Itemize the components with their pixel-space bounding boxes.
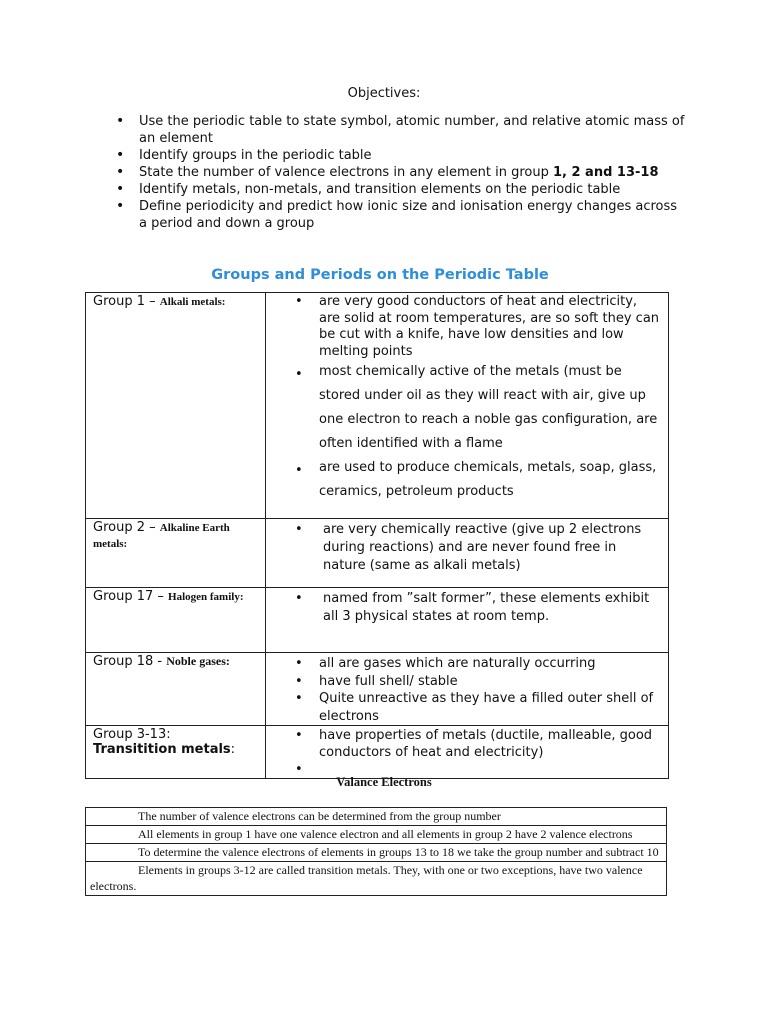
group-name-cell (86, 653, 266, 726)
valence-cell (86, 808, 667, 826)
group-label: Group 1 – (93, 294, 160, 309)
table-row (86, 653, 669, 726)
objectives-list (115, 113, 685, 232)
group-label: Group 17 – (93, 589, 169, 604)
group-name-cell (86, 726, 266, 779)
group-properties-cell (266, 653, 669, 726)
valence-cell (86, 844, 667, 862)
section-title: Groups and Periods on the Periodic Table (211, 267, 549, 283)
group-properties-cell (266, 726, 669, 779)
property-item: • have properties of metals (ductile, malleable, good conductors of heat and electricity) (266, 727, 662, 761)
group-name-cell (86, 293, 266, 519)
objective-item (115, 164, 685, 181)
objective-item: • Define periodicity and predict how ionic size and ionisation energy changes across a period and down a group (115, 198, 685, 232)
group-label: Group 18 - (93, 654, 167, 669)
objectives-title: Objectives: (347, 86, 421, 101)
group-properties-cell (266, 293, 669, 519)
valence-text: To determine the valence electrons of elements in groups 13 to 18 we take the group number and subtract 10 (138, 845, 659, 859)
valence-table (85, 807, 667, 896)
group-name: Noble gases: (166, 654, 230, 668)
groups-table (85, 292, 669, 779)
group-name: Alkaline Earth metals: (93, 522, 230, 550)
table-row (86, 519, 669, 588)
group-label: Group 3-13: (93, 727, 171, 742)
objective-item: • Identify groups in the periodic table (115, 147, 685, 164)
group-label: Group 2 – (93, 520, 160, 535)
valence-cell (86, 862, 667, 896)
property-item: • Quite unreactive as they have a filled outer shell of electrons (266, 690, 662, 725)
valence-cell (86, 826, 667, 844)
valence-text: The number of valence electrons can be determined from the group number (138, 809, 501, 823)
table-row (86, 826, 667, 844)
property-item: • are used to produce chemicals, metals, soap, glass, ceramics, petroleum products (266, 456, 662, 504)
objective-item: • Identify metals, non-metals, and transition elements on the periodic table (115, 181, 685, 198)
group-name-suffix: : (230, 742, 236, 757)
valence-text: Elements in groups 3-12 are called transition metals. They, with one or two exceptions, have two valence electrons. (90, 863, 643, 893)
property-item: • are very good conductors of heat and electricity, are solid at room temperatures, are so soft they can be cut with a knife, have low densities and low melting points (266, 294, 662, 360)
table-row (86, 293, 669, 519)
valence-text: All elements in group 1 have one valence electron and all elements in group 2 have 2 valence electrons (138, 827, 633, 841)
property-item: • have full shell/ stable (266, 673, 662, 691)
group-name: Alkali metals: (159, 296, 226, 308)
valence-title: Valance Electrons (336, 775, 432, 789)
table-row (86, 726, 669, 779)
property-item: • named from ”salt former”, these elements exhibit all 3 physical states at room temp. (266, 590, 662, 626)
table-row (86, 862, 667, 896)
group-name: Transitition metals (93, 742, 231, 757)
group-name-cell (86, 519, 266, 588)
group-properties-cell (266, 519, 669, 588)
group-name-cell (86, 588, 266, 653)
table-row (86, 844, 667, 862)
group-name: Halogen family: (168, 591, 244, 603)
objective-item-text: State the number of valence electrons in any element in group (139, 165, 553, 180)
objective-item-bold: 1, 2 and 13-18 (552, 165, 659, 180)
table-row (86, 588, 669, 653)
objective-item: • Use the periodic table to state symbol, atomic number, and relative atomic mass of an element (115, 113, 685, 147)
group-properties-cell (266, 588, 669, 653)
table-row (86, 808, 667, 826)
property-item: • all are gases which are naturally occurring (266, 655, 662, 673)
property-item: • most chemically active of the metals (must be stored under oil as they will react with air, give up one electron to reach a noble gas configuration, are often identified with a flame (266, 360, 662, 456)
property-item: • are very chemically reactive (give up 2 electrons during reactions) and are never found free in nature (same as alkali metals) (266, 521, 662, 575)
